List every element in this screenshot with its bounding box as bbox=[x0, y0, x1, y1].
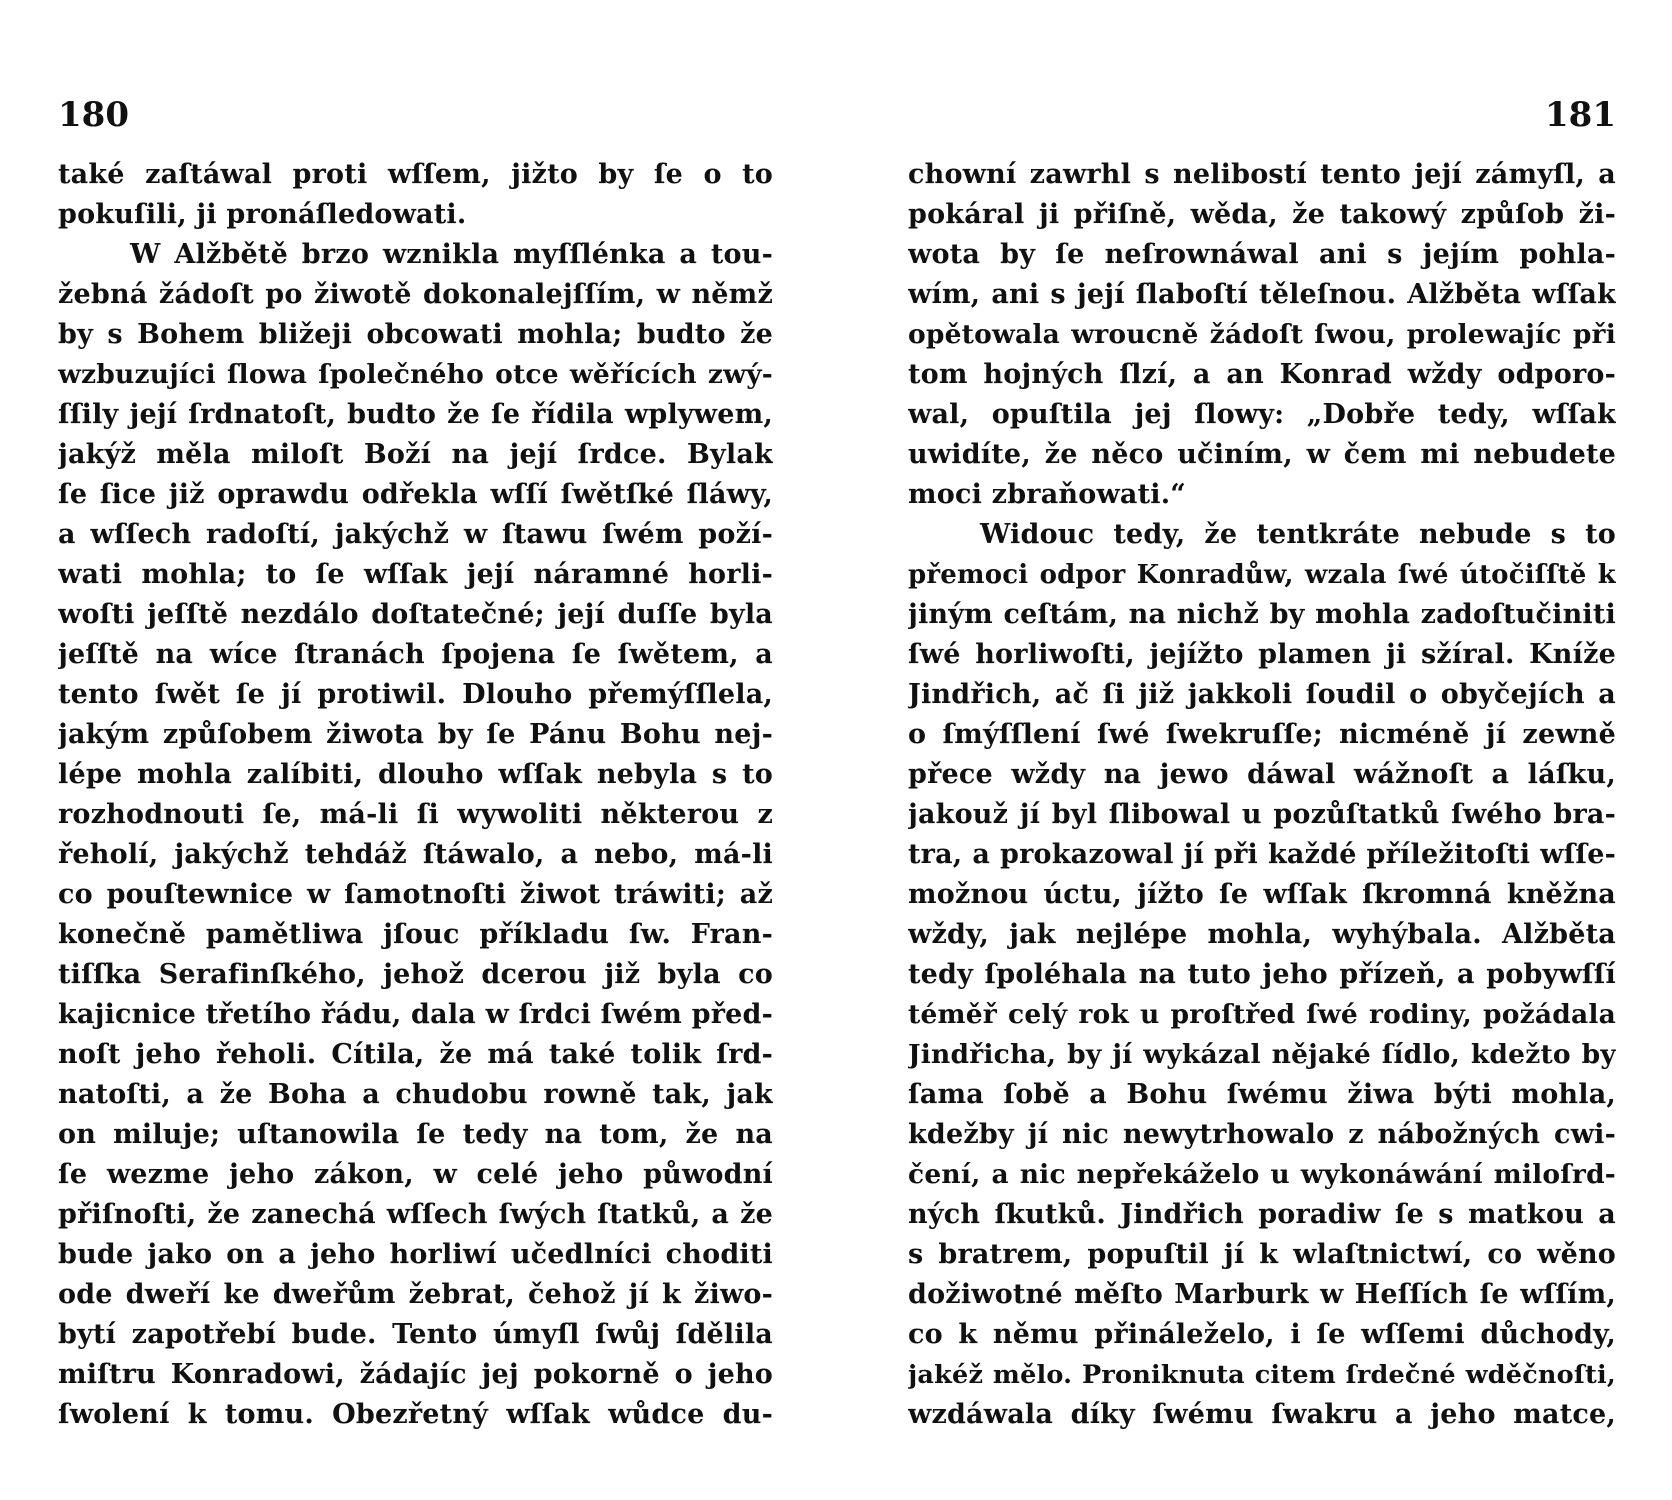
text-line: ode dweří ke dweřům žebrat, čehož jí k žiwo- bbox=[58, 1279, 773, 1310]
right-page bbox=[908, 95, 1616, 1435]
text-line: ſſily její ſrdnatoſt, budto že ſe řídila wplywem, bbox=[58, 399, 773, 430]
text-line: kajicnice třetího řádu, dala w ſrdci ſwém před- bbox=[58, 999, 773, 1030]
text-line: moci zbraňowati.“ bbox=[908, 479, 1187, 510]
text-line: wzdáwala díky ſwému ſwakru a jeho matce, bbox=[908, 1399, 1616, 1430]
text-line: čení, a nic nepřekáželo u wykonáwání miloſrd- bbox=[908, 1159, 1616, 1190]
text-line: co pouſtewnice w ſamotnoſti žiwot tráwiti; až bbox=[58, 879, 773, 910]
text-line: o ſmýſſlení ſwé ſwekruſſe; nicméně jí zewně bbox=[908, 719, 1616, 750]
text-line: tedy ſpoléhala na tuto jeho přízeň, a pobywſſí bbox=[908, 959, 1616, 990]
text-line: řeholí, jakýchž tehdáž ſtáwalo, a nebo, má-li bbox=[58, 839, 773, 870]
text-line: ſwé horliwoſti, jejížto plamen ji sžíral. Kníže bbox=[908, 639, 1616, 670]
text-line: rozhodnouti ſe, má-li ſi wywoliti některou z bbox=[58, 799, 773, 830]
left-page bbox=[58, 95, 773, 1435]
text-line: wím, ani s její ſlaboſtí těleſnou. Alžběta wſſak bbox=[908, 279, 1616, 310]
text-line: kdežby jí nic newytrhowalo z nábožných cwi- bbox=[908, 1119, 1616, 1150]
text-line: ſama ſobě a Bohu ſwému žiwa býti mohla, bbox=[908, 1079, 1616, 1110]
text-line: téměř celý rok u proſtřed ſwé rodiny, požádala bbox=[908, 999, 1616, 1030]
text-line: Jindřicha, by jí wykázal nějaké ſídlo, kdežto by bbox=[908, 1039, 1616, 1070]
text-line: tra, a prokazowal jí při každé příležitoſti wſſe- bbox=[908, 839, 1616, 870]
text-line: pokáral ji přiſně, wěda, že takowý způſob ži- bbox=[908, 199, 1616, 230]
text-line: konečně pamětliwa jſouc příkladu ſw. Fran- bbox=[58, 919, 773, 950]
left-page-text bbox=[58, 155, 773, 1435]
text-line: bytí zapotřebí bude. Tento úmyſl ſwůj ſdělila bbox=[58, 1319, 773, 1350]
text-line: přiſnoſti, že zanechá wſſech ſwých ſtatků, a že bbox=[58, 1199, 773, 1230]
text-line: co k němu přináleželo, i ſe wſſemi důchody, bbox=[908, 1319, 1616, 1350]
text-line: wati mohla; to ſe wſſak její náramné horli- bbox=[58, 559, 773, 590]
text-line: tento ſwět ſe jí protiwil. Dlouho přemýſſlela, bbox=[58, 679, 773, 710]
text-line: jakouž jí byl ſlibowal u pozůſtatků ſwého bra- bbox=[908, 799, 1616, 830]
text-line: tiſſka Serafinſkého, jehož dcerou již byla co bbox=[58, 959, 773, 990]
right-page-text bbox=[908, 155, 1616, 1435]
text-line: a wſſech radoſtí, jakýchž w ſtawu ſwém poží- bbox=[58, 519, 773, 550]
text-line: tom hojných ſlzí, a an Konrad wždy odporo- bbox=[908, 359, 1616, 390]
text-line: jakéž mělo. Proniknuta citem ſrdečné wděčnoſti, bbox=[908, 1360, 1616, 1390]
text-line: natoſti, a že Boha a chudobu rowně tak, jak bbox=[58, 1079, 773, 1110]
text-line: on miluje; uſtanowila ſe tedy na tom, že na bbox=[58, 1119, 773, 1150]
text-line: bude jako on a jeho horliwí učedlníci choditi bbox=[58, 1239, 773, 1270]
text-line: ſe wezme jeho zákon, w celé jeho půwodní bbox=[58, 1159, 773, 1190]
text-line: pokuſili, ji pronáſledowati. bbox=[58, 199, 467, 230]
text-line: miſtru Konradowi, žádajíc jej pokorně o jeho bbox=[58, 1359, 773, 1390]
page-number-right: 181 bbox=[1545, 95, 1616, 135]
text-line: wota by ſe neſrownáwal ani s jejím pohla- bbox=[908, 239, 1616, 270]
text-line: uwidíte, že něco učiním, w čem mi nebudete bbox=[908, 439, 1616, 470]
text-line: by s Bohem bližeji obcowati mohla; budto že bbox=[58, 319, 773, 350]
page-number-left: 180 bbox=[58, 95, 129, 135]
text-line: wzbuzujíci ſlowa ſpolečného otce wěřících zwý- bbox=[58, 359, 773, 390]
text-line: jakým způſobem žiwota by ſe Pánu Bohu nej- bbox=[58, 719, 773, 750]
text-line: ſe ſice již oprawdu odřekla wſſí ſwětſké ſláwy, bbox=[58, 479, 773, 510]
text-line: wždy, jak nejlépe mohla, wyhýbala. Alžběta bbox=[908, 919, 1616, 950]
text-line: přece wždy na jewo dáwal wážnoſt a láſku, bbox=[908, 759, 1616, 790]
text-line: wal, opuſtila jej ſlowy: „Dobře tedy, wſſak bbox=[908, 399, 1616, 430]
text-line: s bratrem, popuſtil jí k wlaſtnictwí, co wěno bbox=[908, 1239, 1616, 1270]
text-line: také zaſtáwal proti wſſem, jižto by ſe o to bbox=[58, 159, 773, 190]
text-line: lépe mohla zalíbiti, dlouho wſſak nebyla s to bbox=[58, 759, 773, 790]
text-line: noſt jeho řeholi. Cítila, že má také tolik ſrd- bbox=[58, 1039, 773, 1070]
text-line: dožiwotné měſto Marburk w Heſſích ſe wſſím, bbox=[908, 1279, 1616, 1310]
text-line: jiným ceſtám, na nichž by mohla zadoſtučiniti bbox=[908, 599, 1616, 630]
text-line: ných ſkutků. Jindřich poradiw ſe s matkou a bbox=[908, 1199, 1616, 1230]
text-line: žebná žádoſt po žiwotě dokonalejſſím, w němž bbox=[58, 279, 773, 310]
text-line: možnou úctu, jížto ſe wſſak ſkromná kněžna bbox=[908, 879, 1616, 910]
text-line: W Alžbětě brzo wznikla myſſlénka a tou- bbox=[130, 239, 773, 270]
text-line: ſwolení k tomu. Obezřetný wſſak wůdce du- bbox=[58, 1399, 773, 1430]
text-line: woſti jeſſtě nezdálo doſtatečné; její duſſe byla bbox=[58, 599, 773, 630]
text-line: jakýž měla miloſt Boží na její ſrdce. Bylak bbox=[58, 439, 773, 470]
text-line: chowní zawrhl s nelibostí tento její zámyſl, a bbox=[908, 159, 1616, 190]
text-line: přemoci odpor Konradůw, wzala ſwé útočiſſtě k bbox=[908, 560, 1616, 590]
text-line: Jindřich, ač ſi již jakkoli ſoudil o obyčejích a bbox=[908, 679, 1616, 710]
text-line: jeſſtě na wíce ſtranách ſpojena ſe ſwětem, a bbox=[58, 639, 773, 670]
text-line: opětowala wroucně žádoſt ſwou, prolewajíc při bbox=[908, 319, 1616, 350]
text-line: Widouc tedy, že tentkráte nebude s to bbox=[980, 519, 1616, 550]
